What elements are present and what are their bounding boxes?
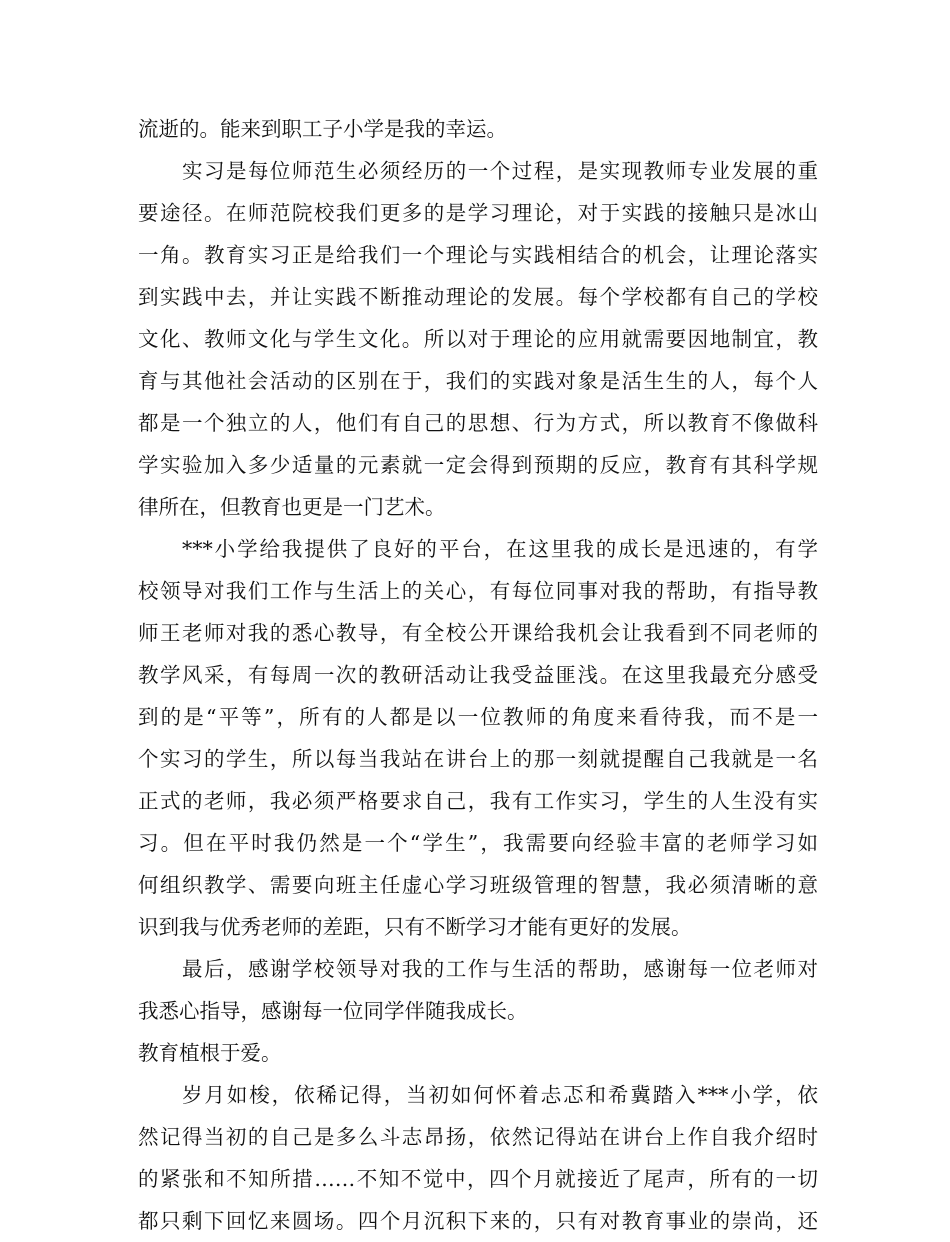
text-line: 流逝的。能来到职工子小学是我的幸运。: [138, 117, 507, 141]
text-line: 实习是每位师范生必须经历的一个过程，是实现教师专业发展的重: [182, 159, 818, 183]
text-line: 正式的老师，我必须严格要求自己，我有工作实习，学生的人生没有实: [138, 789, 818, 813]
text-line: 到的是“平等”，所有的人都是以一位教师的角度来看待我，而不是一: [138, 705, 818, 729]
text-line: 的紧张和不知所措……不知不觉中，四个月就接近了尾声，所有的一切: [138, 1167, 818, 1191]
text-line: ***小学给我提供了良好的平台，在这里我的成长是迅速的，有学: [182, 537, 818, 561]
text-line: 学实验加入多少适量的元素就一定会得到预期的反应，教育有其科学规: [138, 453, 818, 477]
text-line: 我悉心指导，感谢每一位同学伴随我成长。: [138, 999, 528, 1023]
text-line: 律所在，但教育也更是一门艺术。: [138, 495, 446, 519]
text-line: 都是一个独立的人，他们有自己的思想、行为方式，所以教育不像做科: [138, 411, 818, 435]
text-line: 师王老师对我的悉心教导，有全校公开课给我机会让我看到不同老师的: [138, 621, 818, 645]
text-line: 一角。教育实习正是给我们一个理论与实践相结合的机会，让理论落实: [138, 243, 818, 267]
text-line: 个实习的学生，所以每当我站在讲台上的那一刻就提醒自己我就是一名: [138, 747, 818, 771]
text-line: 到实践中去，并让实践不断推动理论的发展。每个学校都有自己的学校: [138, 285, 818, 309]
text-line: 都只剩下回忆来圆场。四个月沉积下来的，只有对教育事业的崇尚，还: [138, 1209, 818, 1233]
text-line: 育与其他社会活动的区别在于，我们的实践对象是活生生的人，每个人: [138, 369, 818, 393]
text-line: 教学风采，有每周一次的教研活动让我受益匪浅。在这里我最充分感受: [138, 663, 818, 687]
text-line: 教育植根于爱。: [138, 1041, 282, 1065]
text-line: 习。但在平时我仍然是一个“学生”，我需要向经验丰富的老师学习如: [138, 831, 818, 855]
text-line: 要途径。在师范院校我们更多的是学习理论，对于实践的接触只是冰山: [138, 201, 818, 225]
text-line: 识到我与优秀老师的差距，只有不断学习才能有更好的发展。: [138, 915, 692, 939]
text-line: 最后，感谢学校领导对我的工作与生活的帮助，感谢每一位老师对: [182, 957, 818, 981]
text-line: 岁月如梭，依稀记得，当初如何怀着忐忑和希冀踏入***小学，依: [182, 1083, 818, 1107]
document-page: [138, 108, 818, 1242]
text-line: 文化、教师文化与学生文化。所以对于理论的应用就需要因地制宜，教: [138, 327, 818, 351]
text-line: 校领导对我们工作与生活上的关心，有每位同事对我的帮助，有指导教: [138, 579, 818, 603]
text-line: 何组织教学、需要向班主任虚心学习班级管理的智慧，我必须清晰的意: [138, 873, 818, 897]
text-line: 然记得当初的自己是多么斗志昂扬，依然记得站在讲台上作自我介绍时: [138, 1125, 818, 1149]
